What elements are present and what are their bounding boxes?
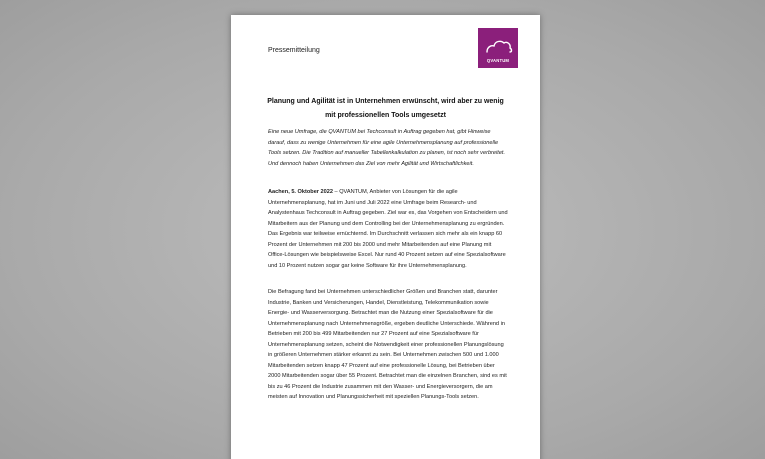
paragraph-1-text: – QVANTUM, Anbieter von Lösungen für die agile Unternehmensplanung, hat im Juni und Juli 2022 eine Umfrage beim Research- und Analystenhaus Techconsult in Auftrag gegeben. Ziel war es, das Vorgehen von Entscheidern und Mitarbeitern aus der Planung und dem Controlling bei der Unternehmensplanung zu ergründen. Das Ergebnis war teilweise ernüchternd. Im Durchschnitt verlassen sich mehr als ein knapp 60 Prozent der Unternehmen mit 200 bis 2000 und mehr Mitarbeitenden auf eine Planung mit Office-Lösungen wie beispielsweise Excel. Nur rund 40 Prozent setzen auf eine Spezialsoftware und 10 Prozent nutzen sogar gar keine Software für ihre Unternehmensplanung.	[268, 189, 508, 269]
body-paragraph-2: Die Befragung fand bei Unternehmen unterschiedlicher Größen und Branchen statt, darunter Industrie, Banken und Versicherungen, Handel, Dienstleistung, Telekommunikation sowie Energie- und Wasserversorgung. Betrachtet man die Nutzung einer Spezialsoftware für die Unternehmensplanung nach Unternehmensgröße, ergeben deutliche Unterschiede. Während in Betrieben mit 200 bis 499 Mitarbeitenden nur 27 Prozent auf eine Spezialsoftware für Unternehmensplanung setzen, scheint die Notwendigkeit einer professionellen Planungslösung in größeren Unternehmen stärker erkannt zu sein. Bei Unternehmen zwischen 500 und 1.000 Mitarbeitenden setzen knapp 47 Prozent auf eine professionelle Lösung, bei Betrieben über 2000 Mitarbeitenden sogar über 55 Prozent. Betrachtet man die einzelnen Branchen, sind es mit bis zu 46 Prozent die Industrie zusammen mit den Wasser- und Energieversorgern, die am meisten auf Innovation und Planungssicherheit mit speziellen Planungs-Tools setzen.	[268, 289, 507, 400]
document-page	[231, 15, 540, 459]
body-paragraph-1	[268, 187, 508, 271]
document-type-label: Pressemitteilung	[268, 47, 320, 54]
press-release-headline: Planung und Agilität ist in Unternehmen erwünscht, wird aber zu wenig mit professionellen Tools umgesetzt	[267, 98, 504, 119]
company-logo	[478, 28, 518, 68]
lead-paragraph: Eine neue Umfrage, die QVANTUM bei Techconsult in Auftrag gegeben hat, gibt Hinweise darauf, dass zu wenige Unternehmen für eine agile Unternehmensplanung auf professionelle Tools setzen. Die Tradition auf manueller Tabellenkalkulation zu planen, ist noch sehr verbreitet. Und dennoch haben Unternehmen das Ziel von mehr Agilität und Wirtschaftlichkeit.	[268, 129, 506, 167]
logo-wordmark: QVANTUM	[486, 58, 510, 63]
dateline: Aachen, 5. Oktober 2022	[268, 189, 333, 195]
